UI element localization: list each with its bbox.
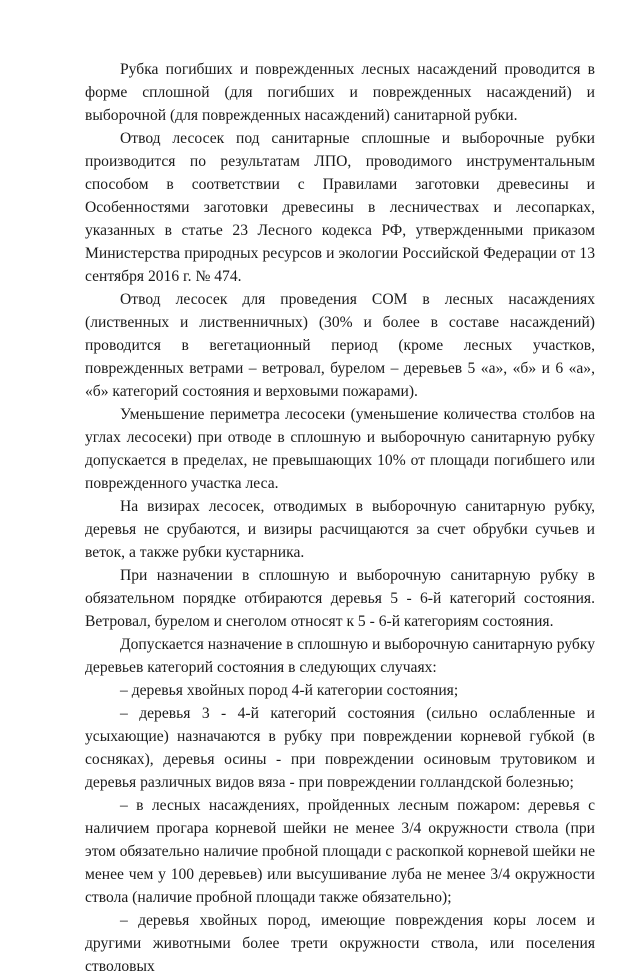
paragraph: На визирах лесосек, отводимых в выборочную санитарную рубку, деревья не срубаются, и визиры расчищаются за счет обрубки сучьев и веток, а также рубки кустарника. xyxy=(85,498,595,561)
paragraph: Уменьшение периметра лесосеки (уменьшение количества столбов на углах лесосеки) при отводе в сплошную и выборочную санитарную рубку допускается в пределах, не превышающих 10% от площади погибшего или поврежденного участка леса. xyxy=(85,406,595,492)
paragraph: Рубка погибших и поврежденных лесных насаждений проводится в форме сплошной (для погибших и поврежденных насаждений) и выборочной (для поврежденных насаждений) санитарной рубки. xyxy=(85,61,595,124)
list-item: – деревья хвойных пород, имеющие повреждения коры лосем и другими животными более трети окружности ствола, или поселения стволовых xyxy=(85,912,595,975)
paragraph: При назначении в сплошную и выборочную санитарную рубку в обязательном порядке отбираются деревья 5 - 6-й категорий состояния. Ветровал, бурелом и снеголом относят к 5 - 6-й категориям состояния. xyxy=(85,567,595,630)
document-page xyxy=(85,58,595,978)
paragraph: Отвод лесосек для проведения СОМ в лесных насаждениях (лиственных и лиственничных) (30% и более в составе насаждений) проводится в вегетационный период (кроме лесных участков, поврежденных ветрами – ветровал, бурелом – деревьев 5 «а», «б» и 6 «а», «б» категорий состояния и верховыми пожарами). xyxy=(85,291,595,400)
list-item: – деревья 3 - 4-й категорий состояния (сильно ослабленные и усыхающие) назначаются в рубку при повреждении корневой губкой (в сосняках), деревья осины - при повреждении осиновым трутовиком и деревья различных видов вяза - при повреждении голландской болезнью; xyxy=(85,705,595,791)
list-item: – деревья хвойных пород 4-й категории состояния; xyxy=(120,682,459,699)
paragraph: Допускается назначение в сплошную и выборочную санитарную рубку деревьев категорий состояния в следующих случаях: xyxy=(85,636,595,676)
paragraph: Отвод лесосек под санитарные сплошные и выборочные рубки производится по результатам ЛПО, проводимого инструментальным способом в соответствии с Правилами заготовки древесины и Особенностями заготовки древесины в лесничествах и лесопарках, указанных в статье 23 Лесного кодекса РФ, утвержденными приказом Министерства природных ресурсов и экологии Российской Федерации от 13 сентября 2016 г. № 474. xyxy=(85,130,595,285)
list-item: – в лесных насаждениях, пройденных лесным пожаром: деревья с наличием прогара корневой шейки не менее 3/4 окружности ствола (при этом обязательно наличие пробной площади с раскопкой корневой шейки не менее чем у 100 деревьев) или высушивание луба не менее 3/4 окружности ствола (наличие пробной площади также обязательно); xyxy=(85,797,595,906)
